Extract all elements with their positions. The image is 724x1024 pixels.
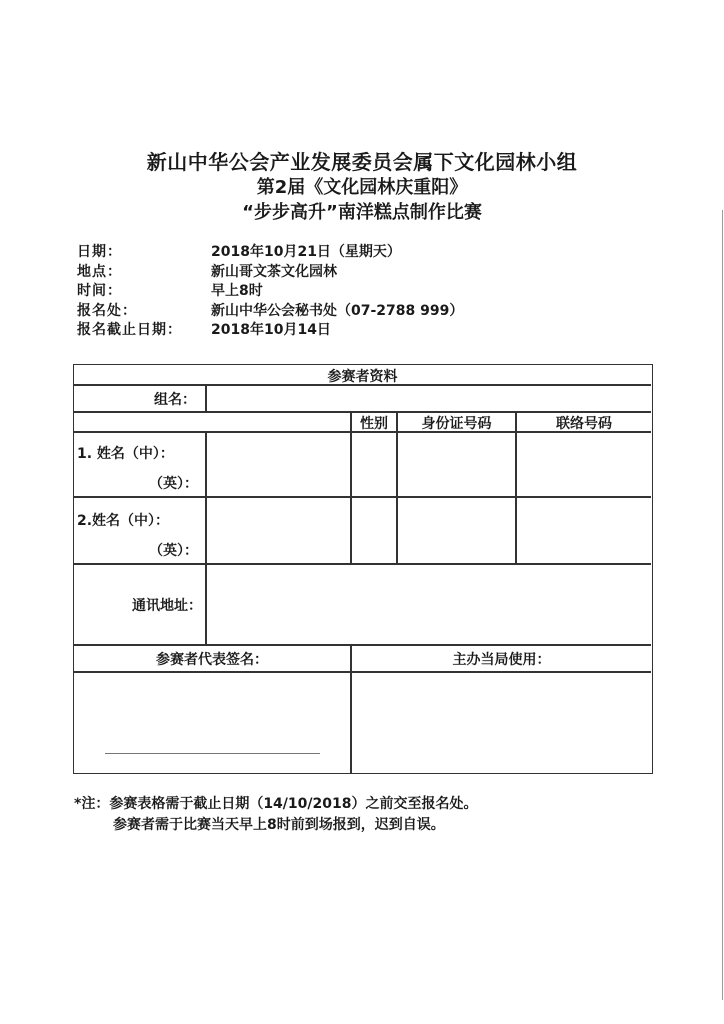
info-label: 报名处： xyxy=(77,302,137,319)
participant-2-contact-field[interactable] xyxy=(517,497,651,563)
group-name-label: 组名： xyxy=(154,392,196,408)
scan-page-edge xyxy=(722,210,723,1000)
info-row-venue xyxy=(77,263,463,283)
address-label: 通讯地址： xyxy=(132,598,202,614)
participant-1-name-cn-label: 1. 姓名（中）： xyxy=(77,446,174,462)
signature-line xyxy=(105,753,320,754)
participant-2-ic-field[interactable] xyxy=(398,497,515,563)
info-label: 地点： xyxy=(77,263,122,280)
info-value: 2018年10月21日（星期天） xyxy=(211,244,401,260)
info-row-time xyxy=(77,282,463,302)
notes xyxy=(74,794,477,836)
info-row-deadline xyxy=(77,321,463,341)
participant-2-name-cn-label: 2.姓名（中）： xyxy=(77,513,170,529)
info-value: 2018年10月14日 xyxy=(211,322,331,338)
participant-1-name-field[interactable] xyxy=(207,432,350,496)
info-label: 时间： xyxy=(77,283,122,299)
title-event-edition: 第2届《文化园林庆重阳》 xyxy=(256,177,468,198)
info-value: 新山哥文茶文化园林 xyxy=(211,263,337,280)
document-title xyxy=(0,150,724,225)
column-header-contact-number: 联络号码 xyxy=(556,416,612,432)
participant-2-name-field[interactable] xyxy=(207,497,350,563)
participant-2-name-en-label: （英）： xyxy=(149,543,198,559)
column-header-ic-number: 身份证号码 xyxy=(421,416,492,432)
registration-form-table xyxy=(73,364,653,774)
column-header-gender: 性别 xyxy=(360,416,388,432)
info-label: 报名截止日期： xyxy=(77,322,182,338)
participant-1-ic-field[interactable] xyxy=(398,432,515,496)
info-row-date xyxy=(77,243,463,263)
official-use-box xyxy=(352,673,650,773)
info-label: 日期： xyxy=(77,244,122,260)
title-competition: “步步高升”南洋糕点制作比赛 xyxy=(242,202,482,223)
title-organizer: 新山中华公会产业发展委员会属下文化园林小组 xyxy=(146,150,578,174)
info-row-registration xyxy=(77,302,463,322)
participant-1-gender-field[interactable] xyxy=(352,432,396,496)
info-value: 早上8时 xyxy=(211,283,263,299)
row-divider xyxy=(74,644,651,646)
official-use-label: 主办当局使用： xyxy=(452,652,551,668)
note-line-1: *注：参赛表格需于截止日期（14/10/2018）之前交至报名处。 xyxy=(74,796,478,812)
group-name-field[interactable] xyxy=(207,385,650,411)
participant-2-gender-field[interactable] xyxy=(352,497,396,563)
signature-box[interactable] xyxy=(74,673,349,773)
participant-1-name-en-label: （英）： xyxy=(149,476,198,492)
signature-label: 参赛者代表签名： xyxy=(156,652,268,668)
event-info xyxy=(77,243,463,341)
note-line-2: 参赛者需于比赛当天早上8时前到场报到，迟到自误。 xyxy=(113,817,445,833)
address-field[interactable] xyxy=(207,564,650,644)
participant-1-contact-field[interactable] xyxy=(517,432,651,496)
info-value: 新山中华公会秘书处（07-2788 999） xyxy=(211,302,464,319)
section-title: 参赛者资料 xyxy=(327,369,398,385)
